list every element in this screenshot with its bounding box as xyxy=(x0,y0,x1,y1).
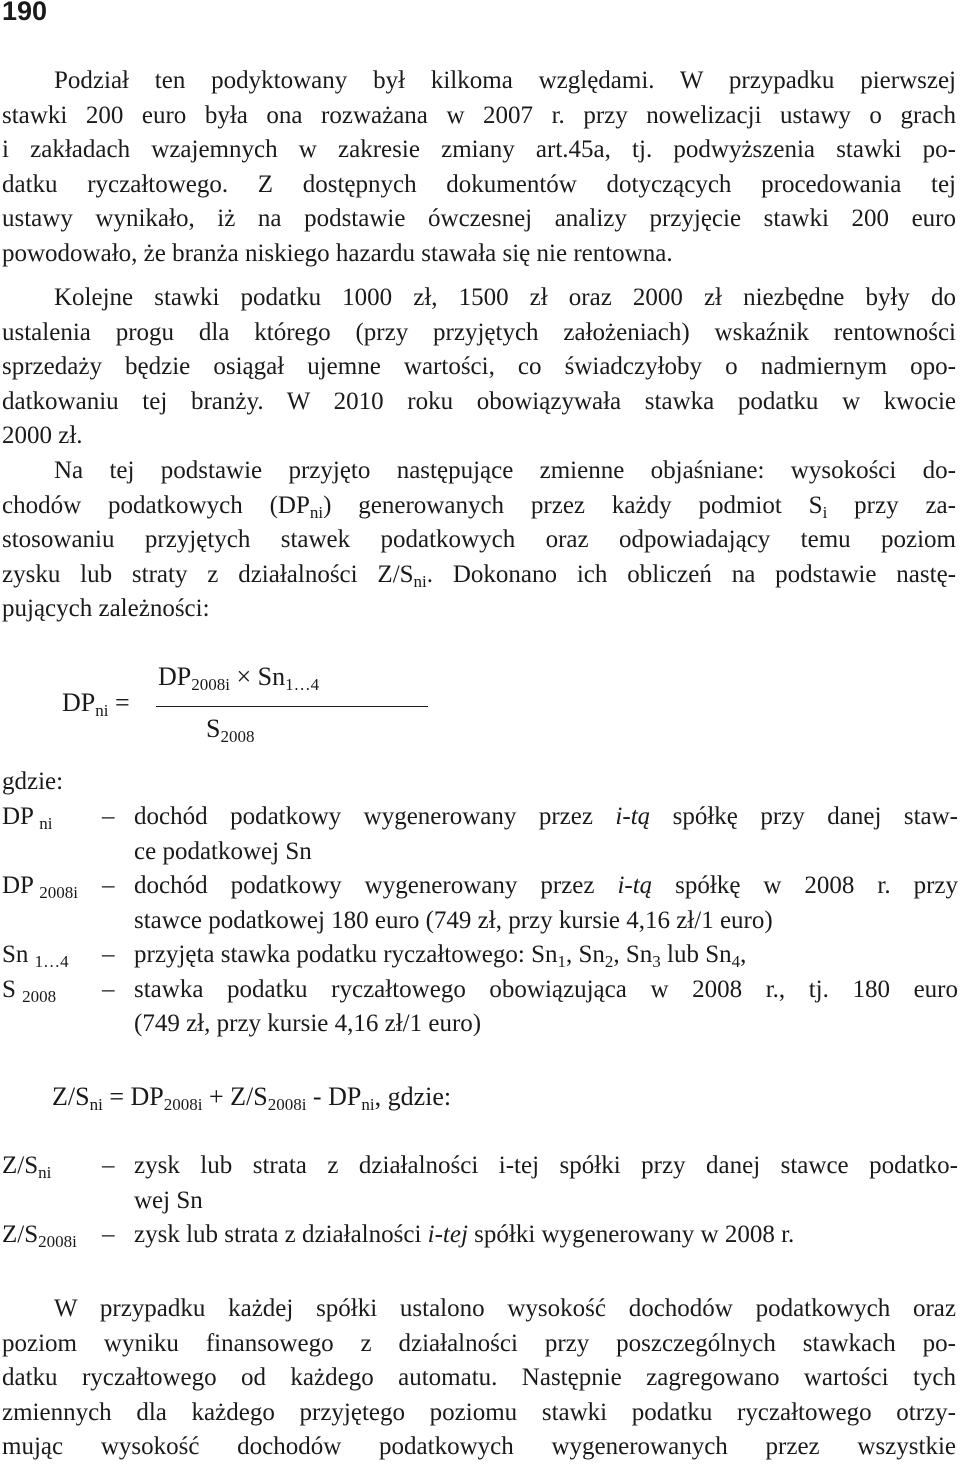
definition-item xyxy=(2,941,958,976)
paragraph-tax-rates xyxy=(2,281,956,454)
definition-dash: – xyxy=(102,872,115,899)
text-line: ustawy wynikało, iż na podstawie ówczesnej analizy przyjęcie stawki 200 euro xyxy=(2,205,956,232)
definition-text: ce podatkowej Sn xyxy=(134,837,312,865)
text-line: poziom wyniku finansowego z działalności przy poszczególnych stawkach po- xyxy=(2,1329,956,1357)
definition-dash: – xyxy=(102,1152,115,1179)
text-line: powodowało, że branża niskiego hazardu stawała się nie rentowna. xyxy=(2,239,673,267)
text-line: zmiennych dla każdego przyjętego poziomu stawki podatku ryczałtowego otrzy- xyxy=(2,1398,956,1426)
definition-text: dochód podatkowy wygenerowany przez i-tą spółkę przy danej staw- xyxy=(134,803,959,830)
definition-item xyxy=(2,1152,958,1187)
definition-symbol: DP $_{2008i}$ xyxy=(2,872,79,902)
definitions-list-2 xyxy=(2,1152,958,1256)
definition-item-continued xyxy=(2,907,958,942)
formula-lhs: $DP_{ni}$ = xyxy=(62,688,130,720)
formula-profit: $Z/S_{ni} = DP_{2008i} + Z/S_{2008i} - DP_{ni}$, gdzie: xyxy=(52,1082,452,1114)
definition-text: stawka podatku ryczałtowego obowiązująca w 2008 r., tj. 180 euro xyxy=(134,975,958,1003)
definition-symbol: Sn $_{1\dots 4}$ xyxy=(2,941,69,971)
definition-item xyxy=(2,803,958,838)
definition-dash: – xyxy=(102,803,115,830)
definition-dash: – xyxy=(102,975,115,1003)
fraction-bar xyxy=(156,706,428,707)
definition-text: zysk lub strata z działalności i-tej spółki przy danej stawce podatko- xyxy=(134,1152,958,1179)
text-line: Podział ten podyktowany był kilkoma względami. W przypadku pierwszej xyxy=(54,67,956,94)
definition-symbol: DP $_{ni}$ xyxy=(2,803,53,833)
text-line: chodów podatkowych $(DP_{ni})$ generowanych przez każdy podmiot $S_i$ przy za- xyxy=(2,491,956,522)
definition-item-continued xyxy=(2,1187,958,1222)
definitions-list-1 xyxy=(2,803,958,1045)
text-line: pujących zależności: xyxy=(2,595,210,622)
where-label: gdzie: xyxy=(2,768,64,795)
paragraph-aggregation xyxy=(2,1292,956,1465)
definition-symbol: $Z/S_{2008i}$ xyxy=(2,1221,77,1251)
text-line: sprzedaży będzie osiągał ujemne wartości, co świadczyłoby o nadmiernym opo- xyxy=(2,353,956,380)
text-line: W przypadku każdej spółki ustalono wysokość dochodów podatkowych oraz xyxy=(54,1295,956,1322)
text-line: stosowaniu przyjętych stawek podatkowych oraz odpowiadający temu poziom xyxy=(2,526,956,553)
definition-dash: – xyxy=(102,1221,115,1248)
definition-text: wej Sn xyxy=(134,1186,203,1214)
text-line: stawki 200 euro była ona rozważana w 2007 r. przy nowelizacji ustawy o grach xyxy=(2,101,956,129)
formula-denominator: $S_{2008}$ xyxy=(206,714,255,746)
text-line: mując wysokość dochodów podatkowych wygenerowanych przez wszystkie xyxy=(2,1433,956,1460)
text-line: datku ryczałtowego. Z dostępnych dokumentów dotyczących procedowania tej xyxy=(2,170,956,198)
definition-text: przyjęta stawka podatku ryczałtowego: $Sn_1$, $Sn_2$, $Sn_3$ lub $Sn_4$, xyxy=(134,941,747,971)
definition-item xyxy=(2,976,958,1011)
text-line: ustalenia progu dla którego (przy przyjętych założeniach) wskaźnik rentowności xyxy=(2,318,956,346)
definition-symbol: S $_{2008}$ xyxy=(2,975,57,1006)
text-line: 2000 zł. xyxy=(2,422,83,449)
text-line: datku ryczałtowego od każdego automatu. Następnie zagregowano wartości tych xyxy=(2,1364,956,1391)
text-line: Kolejne stawki podatku 1000 zł, 1500 zł oraz 2000 zł niezbędne były do xyxy=(54,284,956,311)
definition-item xyxy=(2,1221,958,1256)
formula-dp xyxy=(62,662,382,752)
definition-text: zysk lub strata z działalności i-tej spółki wygenerowany w 2008 r. xyxy=(134,1221,795,1248)
text-line: i zakładach wzajemnych w zakresie zmiany art.45a, tj. podwyższenia stawki po- xyxy=(2,136,956,163)
definition-text: dochód podatkowy wygenerowany przez i-tą spółkę w 2008 r. przy xyxy=(134,872,959,899)
text-line: Na tej podstawie przyjęto następujące zmienne objaśniane: wysokości do- xyxy=(54,457,956,484)
definition-dash: – xyxy=(102,941,115,968)
paragraph-variables xyxy=(2,454,956,627)
page-number: 190 xyxy=(2,0,48,26)
definition-symbol: $Z/S_{ni}$ xyxy=(2,1152,52,1182)
definition-item-continued xyxy=(2,1010,958,1045)
paragraph-intro xyxy=(2,64,956,271)
text-line: datkowaniu tej branży. W 2010 roku obowiązywała stawka podatku w kwocie xyxy=(2,387,956,415)
formula-numerator: $DP_{2008i} \times Sn_{1\dots 4}$ xyxy=(158,662,320,694)
definition-text: (749 zł, przy kursie 4,16 zł/1 euro) xyxy=(134,1010,482,1037)
definition-item xyxy=(2,872,958,907)
text-line: zysku lub straty z działalności $Z/S_{ni}$. Dokonano ich obliczeń na podstawie nastę- xyxy=(2,560,956,591)
definition-item-continued xyxy=(2,838,958,873)
definition-text: stawce podatkowej 180 euro (749 zł, przy kursie 4,16 zł/1 euro) xyxy=(134,906,773,934)
